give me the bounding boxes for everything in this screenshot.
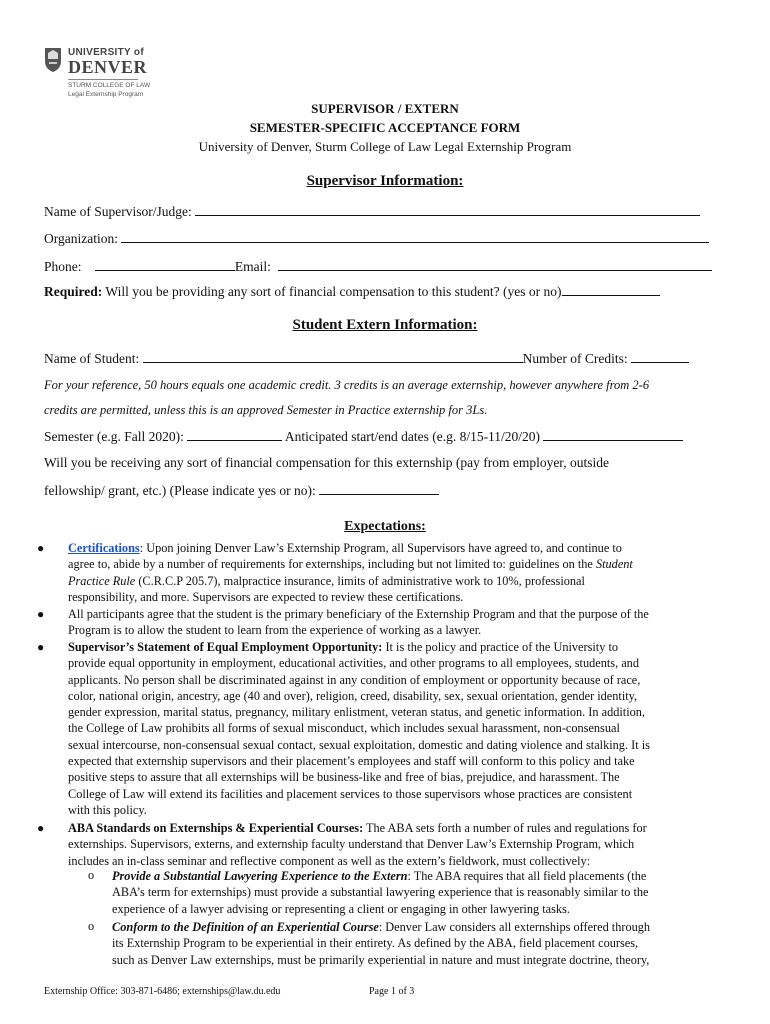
logo-university-text: UNIVERSITY of [68,47,144,58]
organization-field[interactable] [121,230,709,243]
eeo-text-2: provide equal opportunity in employment, educational activities, and other programs to all employees, students, and [68,656,639,671]
supervisor-name-label: Name of Supervisor/Judge: [44,204,192,219]
eeo-heading: Supervisor’s Statement of Equal Employment Opportunity: [68,640,383,654]
beneficiary-text-2: Program is to allow the student to learn from the experience of working as a lawyer. [68,623,482,638]
dates-label: Anticipated start/end dates (e.g. 8/15-11/20/20) [284,429,541,444]
dates-field[interactable] [543,428,683,441]
lawyering-text-2: ABA’s term for externships) must provide a substantial lawyering experience that is reasonably similar to the [112,885,649,900]
required-row [44,283,660,300]
credit-note-line-2: credits are permitted, unless this is an approved Semester in Practice externship for 3Ls. [44,403,488,417]
certifications-text-1: : Upon joining Denver Law’s Externship Program, all Supervisors have agreed to, and continue to [139,541,622,555]
certifications-text-4: responsibility, and more. Supervisors are expected to review these certifications. [68,589,464,604]
certifications-text-3-italic: Practice Rule [68,573,136,588]
contact-row [44,258,712,275]
bullet-icon: ● [37,607,45,621]
form-title-1: SUPERVISOR / EXTERN [311,101,459,116]
eeo-text-6: the College of Law prohibits all forms of sexual misconduct, which includes sexual harassment, non-consensual [68,721,620,736]
student-compensation-field[interactable] [319,482,439,495]
expectations-heading: Expectations: [344,519,426,534]
organization-row [44,230,709,247]
supervisor-name-field[interactable] [195,203,700,216]
eeo-text-10: College of Law will extend its facilities and placement services to those supervisors whose practices are consistent [68,786,633,801]
student-compensation-line-2: fellowship/ grant, etc.) (Please indicate yes or no): [44,483,316,498]
eeo-text-9: positive steps to assure that all externships will be business-like and free of bias, prejudice, and harassment. The [68,770,620,785]
footer-page-number: Page 1 of 3 [369,986,415,997]
lawyering-text-1: : The ABA requires that all field placements (the [407,869,647,883]
required-question: Will you be providing any sort of financial compensation to this student? (yes or no) [105,284,562,299]
certifications-text-3: (C.R.C.P 205.7), malpractice insurance, limits of administrative work to 10%, professional [135,573,585,588]
bullet-icon: ● [37,640,45,654]
eeo-text-5: gender expression, marital status, pregnancy, military enlistment, veteran status, and genetic information. In addition, [68,705,645,720]
semester-row [44,428,683,445]
eeo-text-3: applicants. No person shall be discriminated against in any condition of employment or opportunity because of race, [68,672,641,687]
student-compensation-row [44,482,439,499]
aba-text-2: externships. Supervisors, externs, and externship faculty understand that Denver Law’s Externship Program, which [68,837,635,852]
aba-text-1: The ABA sets forth a number of rules and regulations for [363,821,647,835]
compensation-answer-field[interactable] [562,283,660,296]
circle-bullet-icon: o [88,868,95,882]
eeo-text-8: expected that externship supervisors and their placement’s employees and staff will conform to this policy and take [68,754,635,769]
beneficiary-text-1: All participants agree that the student is the primary beneficiary of the Externship Program and that the purpose of the [68,607,649,621]
supervisor-name-row [44,203,700,220]
student-heading: Student Extern Information: [292,317,478,333]
semester-label: Semester (e.g. Fall 2020): [44,429,184,444]
lawyering-text-3: experience of a lawyer advising or representing a client or engaging in other lawyering tasks. [112,901,570,916]
logo-denver-text: DENVER [68,57,148,77]
eeo-text-7: sexual intercourse, non-consensual sexual contact, sexual exploitation, domestic and dating violence and stalking. It is [68,737,650,752]
eeo-text-1: It is the policy and practice of the University to [382,640,619,654]
aba-heading: ABA Standards on Externships & Experiential Courses: [68,821,364,835]
bullet-icon: ● [37,821,45,835]
experiential-heading: Conform to the Definition of an Experiential Course [112,920,379,934]
certifications-text-2: agree to, abide by a number of requirements for externships, including but not limited to: guidelines on the [68,557,596,572]
organization-label: Organization: [44,231,118,246]
shield-icon [44,47,62,73]
eeo-text-4: color, national origin, ancestry, age (40 and over), religion, creed, disability, sex, sexual orientation, gender identity, [68,688,638,703]
required-label: Required: [44,284,103,299]
aba-text-3: includes an in-class seminar and reflective component as well as the extern’s fieldwork, must collectively: [68,853,591,868]
logo-divider [68,79,138,80]
semester-field[interactable] [187,428,282,441]
phone-field[interactable] [95,258,235,271]
logo-program-text: Legal Externship Program [68,91,144,98]
certifications-link[interactable]: Certifications [68,541,140,555]
certifications-text-2-italic: Student [595,557,633,572]
student-name-row [44,350,689,367]
email-label: Email: [234,259,271,274]
form-subtitle: University of Denver, Sturm College of Law Legal Externship Program [198,139,572,154]
email-field[interactable] [278,258,712,271]
student-name-field[interactable] [143,350,523,363]
lawyering-heading: Provide a Substantial Lawyering Experience to the Extern [112,869,408,883]
experiential-text-3: such as Denver Law externships, must be primarily experiential in nature and must integrate doctrine, theory, [112,952,650,967]
student-compensation-line-1: Will you be receiving any sort of financial compensation for this externship (pay from employer, outside [44,455,610,470]
phone-label: Phone: [44,259,82,274]
credits-field[interactable] [631,350,689,363]
bullet-icon: ● [37,541,45,555]
credit-note-line-1: For your reference, 50 hours equals one academic credit. 3 credits is an average externship, however anywhere from 2-6 [44,378,650,392]
form-title-2: SEMESTER-SPECIFIC ACCEPTANCE FORM [249,120,521,135]
credits-label: Number of Credits: [522,351,628,366]
logo-college-text: STURM COLLEGE OF LAW [68,82,151,89]
student-name-label: Name of Student: [44,351,140,366]
experiential-text-2: its Externship Program to be experiential in their entirety. As defined by the ABA, field placement courses, [112,936,639,951]
eeo-text-11: with this policy. [68,802,147,817]
experiential-text-1: : Denver Law considers all externships offered through [378,920,651,934]
supervisor-heading: Supervisor Information: [306,173,464,189]
footer-contact: Externship Office: 303-871-6486; externships@law.du.edu [44,986,281,997]
circle-bullet-icon: o [88,919,95,933]
